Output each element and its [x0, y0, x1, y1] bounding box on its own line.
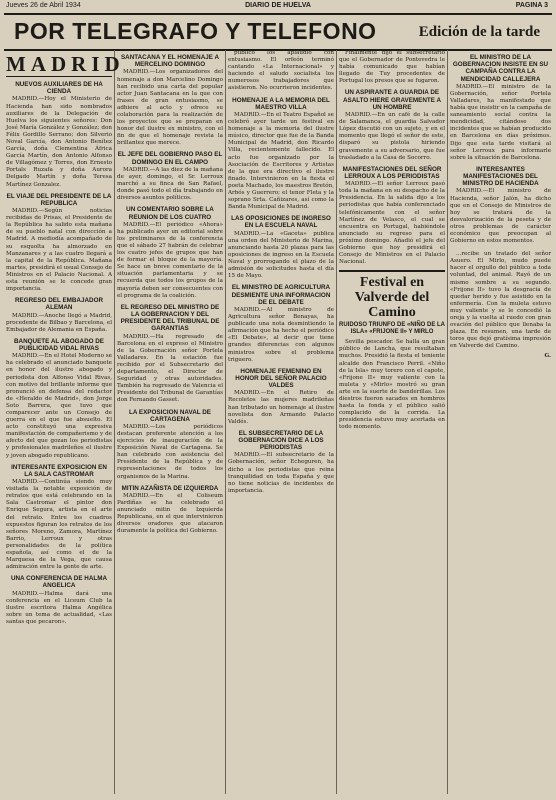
column-rule — [114, 50, 115, 794]
article-body: MADRID.—En el Hotel Moderno se ha celebrado el anunciado banquete en honor del ilustre abogado y periodista don Alfonso Vidal Rivas, con motivo del brillante informe que pronunció en defensa del redactor de «Heraldo de Madrid», don Jorge Soto Barrera, que tuvo que comparecer ante un Consejo de guerra en el que fue absuelto. El acto constituyó una expresiva manifestación de compañerismo y de afecto del que gozan los periodistas y profesionales madrileños el ilustre y joven abogado republicano. — [6, 353, 112, 459]
article-headline: HOMENAJE A LA MEMORIA DEL MAESTRO VILLA — [232, 96, 330, 111]
article-body: MADRID.—Halma dará una conferencia en el Liceum Club la ilustre escritora Halma Angélica sobre un tema de actualidad, «Las santas que pecaron». — [6, 590, 112, 626]
column-2-articles — [117, 54, 223, 535]
article-headline: LA EXPOSICION NAVAL DE CARTAGENA — [129, 408, 211, 423]
article-headline: UNA CONFERENCIA DE HALMA ANGELICA — [10, 575, 108, 590]
article-headline: REGRESO DEL EMBAJADOR ALEMAN — [14, 297, 104, 312]
festival-article — [339, 270, 445, 336]
article-body: MADRID.—El ministro de la Gobernación, señor Portela Valladares, ha manifestado que había que insistir en la campaña de saneamiento social contra la mendicidad, citándose dos incidentes que se habían producido en Barcelona en días próximos. Dijo que esta tarde visitará al señor Lerroux para informarle sobre la situación de Barcelona. — [450, 83, 551, 161]
article-body: MADRID.—En el Coliseum Pardiñas se ha celebrado el anunciado mitin de Izquierda Republicana, en el que intervinieron diversos oradores que atacaron duramente la política del Gobierno. — [117, 492, 223, 535]
article-headline: BANQUETE AL ABOGADO DE PUBLICIDAD VIDAL RIVAS — [13, 337, 105, 353]
banner-title: POR TELEGRAFO Y TELEFONO — [14, 18, 377, 44]
article-body: ...recibe un tratado del señor Asuero. El Mirlo, mudo puede hacer el orgullo del público a toda voluntad, del animal. Rayó de un mismo sombre a su segundo. «Frijone II» tuvo la desgracia de quedar herido y fue asistido en la enfermería. Con la muleta estuvo muy valiente y se le concedió la oreja y la vuelta al ruedo con gran ovación del público que llenaba la plaza. En resumen, una tarde de toros que dejó gratísima impresión en Valverde del Camino. — [450, 251, 551, 350]
article-body: MADRID.—Al ministro de Agricultura señor Benayas, ha publicado una nota desmintiendo la afirmación que ha hecho el periódico «El Debate», al decir que tiene grandes diferencias con algunos ministros sobre el problema triguero. — [228, 306, 334, 363]
article-body: MADRID.—El periódico «Ahora» ha publicado ayer un editorial sobre los preliminares de la conferencia que el sábado 27 habrán de celebrar los cuatro jefes de grupos que han de formar el bloque de la mayoría. Se hace un breve comentario de la situación parlamentaria y se recuerda que todos los grupos de la mayoría deben ser consecuentes con el programa de la coalición. — [117, 221, 223, 299]
column-5-continuation — [450, 251, 551, 350]
article-signature: G. — [544, 352, 551, 359]
article-body: MADRID.—Hoy el Ministerio de Hacienda han sido nombrados auxiliares de la Delegación de Huelva los siguientes señores: Don José María González y González; don Félix Gordillo Serrano; don Silverio Noval García, don Antonio Benítez García, doña Clementina África García Martín, don Antonio Alfonso de Villagómez y Torres, don Ernesto Portals Ruzafa y doña Aurora Delgado Martín y doña Teresa Martínez Gonzalez. — [6, 96, 112, 188]
header-newspaper-name: DIARIO DE HUELVA — [245, 2, 311, 9]
festival-subtitle: RUIDOSO TRIUNFO DE «NIÑO DE LA ISLA» «FRIJONE II» Y MIRLO — [339, 322, 446, 336]
article-headline: EL JEFE DEL GOBIERNO PASO EL DOMINGO EN EL CAMPO — [117, 151, 223, 166]
article-body: MADRID.—Ha regresado de Barcelona en el expreso el Ministro de la Gobernación señor Portela Valladares. En la estación fue recibido por el Subsecretario del departamento, el Director de Seguridad y otras autoridades. También ha regresado de Valencia el Presidente del Tribunal de Garantías don Fernando Gasset. — [117, 333, 223, 404]
article-body: MADRID.—En el Teatro Español se celebró ayer tarde un festival en homenaje a la memoria del ilustre músico, director que fue de la Banda Municipal de Madrid, don Ricardo Villa, recientemente fallecido. El acto fue organizado por la Asociación de Escritores y Artistas de la que era directivo el ilustre finado. Intervinieron en la fiesta el poeta Machado, los maestros Bretón, Arbós y Guerrero; el tenor Fleta y la soprano Srta. Cañizares, así como la Banda Municipal de Madrid. — [228, 111, 334, 211]
article-body: MADRID.—Anoche llegó a Madrid, procedente de Bilbao y Barcelona, el Embajador de Alemania en España. — [6, 312, 112, 333]
madrid-heading: MADRID — [6, 52, 125, 76]
column-1-articles — [6, 81, 112, 626]
article-headline: EL VIAJE DEL PRESIDENTE DE LA REPUBLICA — [6, 192, 112, 207]
festival-title: Festival en Valverde del Camino — [354, 275, 430, 321]
header-date: Jueves 26 de Abril 1934 — [6, 2, 81, 9]
festival-body — [339, 339, 445, 431]
column-4 — [339, 50, 445, 794]
article-headline: NUEVOS AUXILIARES DE HA CIENDA — [15, 81, 103, 96]
column-rule — [447, 50, 448, 794]
article-headline: EL MINISTRO DE LA GOBERNACION INSISTE EN SU CAMPAÑA CONTRA LA MENDICIDAD CALLEJERA — [452, 54, 549, 83]
column-2 — [117, 50, 223, 794]
article-body: Finalmente dijo el subsecretario que el Gobernador de Pontevedra le había comunicado que habían llegado de Tuy procedentes de Portugal los presos que se fugaron. — [339, 50, 445, 85]
banner-subtitle: Edición de la tarde — [418, 24, 540, 40]
article-body: Sevilla pescador. Se halla un gran público de Lancha, que resultaban muchos. Presidió la fiesta el teniente alcalde don Francisco Perril. «Niño de la Isla» muy torero con el capote, «Frijone II» muy valiente con la muleta y «Mirlo» mostró su gran arte en la suerte de banderillas. Los diestros fueron sacados en hombros hasta la fonda y el público salió complacido de la corrida. La presidencia estuvo muy acertada en todo momento. — [339, 339, 445, 431]
article-headline: EL SUBSECRETARIO DE LA GOBERNACION DICE A LOS PERIODISTAS — [238, 429, 324, 452]
article-headline: INTERESANTE EXPOSICION EN LA SALA CASTROMAR — [11, 463, 107, 478]
section-banner — [4, 13, 552, 51]
article-body: MADRID.—En el Retiro de Recoletos las mujeres madrileñas han tributado un homenaje al ilustre novelista don Armando Palacio Valdés. — [228, 390, 334, 425]
article-headline: MANIFESTACIONES DEL SEÑOR LERROUX A LOS PERIODISTAS — [342, 165, 442, 180]
article-body: MADRID.—En un café de la calle de Salamanca, el guardia Salvador López discutió con un sujeto, y en el momento que llegó el señor de este, disparó su pistola hiriendo gravemente a su adversario, que fue trasladado a la Casa de Socorro. — [339, 112, 445, 161]
column-rule — [336, 50, 337, 794]
article-body: MADRID.—A las diez de la mañana de ayer, domingo, el Sr. Lerroux marchó a su finca de San Rafael, donde pasó todo el día trabajando en diversos asuntos políticos. — [117, 166, 223, 202]
article-body: MADRID.—Los organizadores del homenaje a don Marcelino Domingo han recibido una carta del popular actor Juan Santacana en la que con frases de gran entusiasmo, se adhiere al acto y ofrece su colaboración para la realización de los proyectos que se preparan en honor del ilustre ex ministro, con el fin de que el homenaje revista la brillantez que merece. — [117, 69, 223, 147]
article-body: MADRID.—La «Gaceta» publica una orden del Ministerio de Marina, anunciando hasta 20 plazas para las oposiciones de ingreso en la Escuela Naval y prorrogando el plazo de la admisión de solicitudes hasta el día 15 de Mayo. — [228, 230, 334, 280]
article-headline: EL REGRESO DEL MINISTRO DE LA GOBERNACION Y DEL PRESIDENTE DEL TRIBUNAL DE GARANTIAS — [120, 303, 220, 333]
article-body: MADRID.—El señor Lerroux pasó toda la mañana en su despacho de la Presidencia. En la salida dijo a los periodistas que había conferenciado telefónicamente con el señor Martínez de Velasco, el cual se encuentra en Portugal, habiéndole anunciado su regreso para el próximo domingo. Añadió el jefe del Gobierno que hoy presidirá el Consejo de Ministros en el Palacio Nacional. — [339, 181, 445, 266]
article-body: MADRID.—Continúa siendo muy visitada la notable exposición de retratos que está celebrando en la Sala Castromar el pintor don Enrique Segura, artista en el arte del retrato. Entre los cuadros expuestos figuran los retratos de los señores Moreno, Zamora, Martínez Barrio, Lerroux y otras personalidades de la política española, así como el de la Marquesa de la Vega, que causa admiración entre la gente de arte. — [6, 479, 112, 571]
article-body: MADRID.—El ministro de Hacienda, señor Jalón, ha dicho que en el Consejo de Ministros de hoy se tratará de la desvalorización de la peseta y de otros problemas de carácter económico que preocupan al Gobierno en estos momentos. — [450, 188, 551, 245]
column-1 — [6, 50, 125, 794]
article-headline: UN COMENTARIO SOBRE LA REUNION DE LOS CUATRO — [126, 206, 214, 221]
header-page-number: PAGINA 3 — [515, 2, 548, 9]
article-headline: HOMENAJE FEMENINO EN HONOR DEL SEÑOR PALACIO VALDES — [235, 367, 327, 390]
column-rule — [225, 50, 226, 794]
article-headline: SANTACANA Y EL HOMENAJE A MERCELINO DOMINGO — [120, 54, 220, 69]
column-5-articles — [450, 54, 551, 245]
column-3 — [228, 50, 334, 794]
column-5 — [450, 50, 551, 794]
article-body: MADRID.—Los periódicos destacan preferente atención a los ejercicios de inauguración de la Exposición Naval de Cartagena. Se han celebrado con asistencia del Presidente de la República y de representaciones de todos los organismos de la Marina. — [117, 423, 223, 480]
article-headline: UN ASPIRANTE A GUARDIA DE ASALTO HIERE GRAVEMENTE A UN HOMBRE — [342, 89, 442, 111]
column-4-articles — [339, 50, 445, 266]
column-3-articles — [228, 50, 334, 495]
article-body: MADRID.—Según noticias recibidas de Prisas, el Presidente de la República ha salido esta mañana de su pueblo natal con dirección a Madrid. A mediodía acompañado de su esquolta ha almorzado en Manzanares y a las cuatro llegará a la capital de la República. Mañana martes, presidirá el usual Consejo de Ministros en el Palacio Nacional. A esta reunión se le concede gran importancia. — [6, 208, 112, 293]
article-body: MADRID.—El subsecretario de la Gobernación, señor Echeguren, ha dicho a los periodistas que reina tranquilidad en toda España y que no tiene noticias de incidentes de importancia. — [228, 452, 334, 494]
article-headline: INTERESANTES MANIFESTACIONES DEL MINISTRO DE HACIENDA — [462, 165, 539, 188]
page-header — [0, 0, 556, 12]
article-headline: MITIN AZAÑISTA DE IZQUIERDA — [121, 484, 219, 492]
article-headline: EL MINISTRO DE AGRICULTURA DESMIENTE UNA INFORMACION DE EL DEBATE — [231, 284, 331, 306]
article-body: público los aplaudió con entusiasmo. El orfeón terminó cantando «La Internacional» y haciendo el saludo socialista los numerosos trabajadores que asistieron. No ocurrieron incidentes. — [228, 50, 334, 92]
article-headline: LAS OPOSICIONES DE INGRESO EN LA ESCUELA NAVAL — [231, 215, 331, 230]
